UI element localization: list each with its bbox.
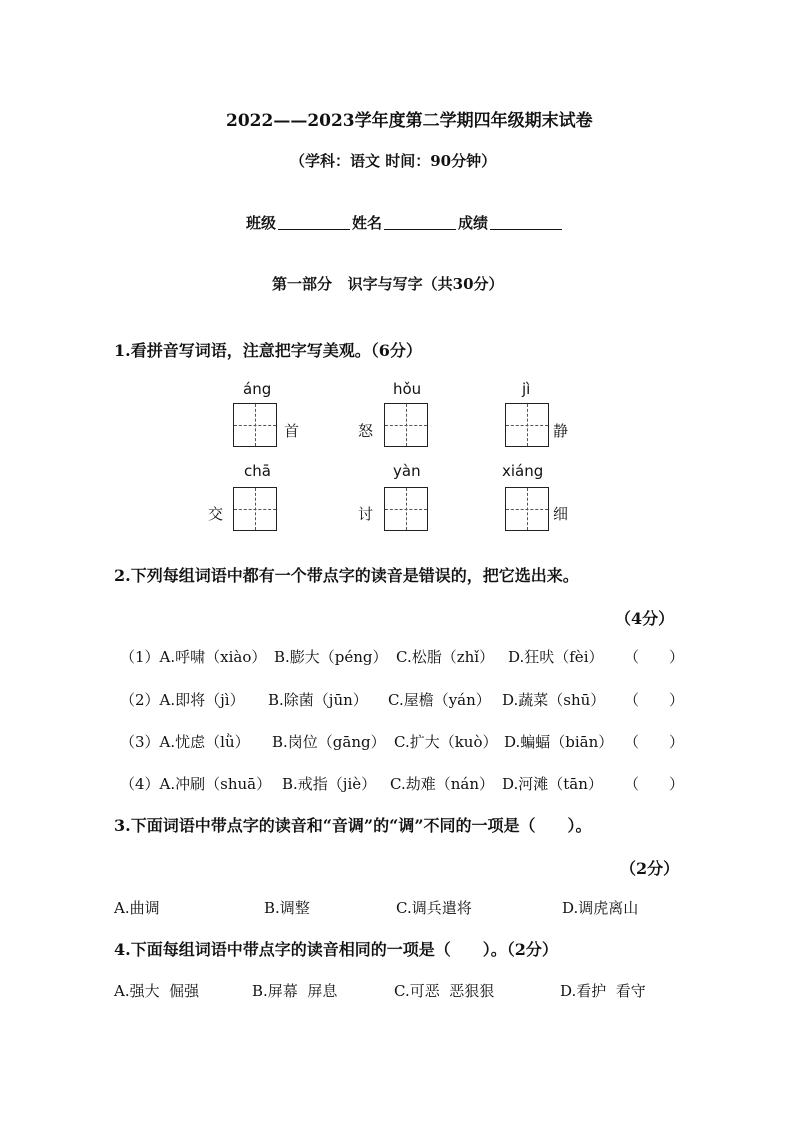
- q2-option-b: B.膨大（péng）: [274, 648, 388, 666]
- q2-option-a: A.冲刷（shuā）: [159, 775, 272, 793]
- q4-option-d: D.看护 看守: [560, 982, 646, 1000]
- q2-score: （4分）: [615, 609, 675, 628]
- q1-pinyin-6: xiáng: [502, 462, 544, 480]
- q3-option-d: D.调虎离山: [562, 899, 639, 917]
- q4-option-a: A.强大 倔强: [114, 982, 200, 1000]
- q2-answer-paren[interactable]: （ ）: [624, 648, 685, 666]
- q1-char-1: 首: [284, 422, 300, 440]
- q1-pinyin-1: áng: [243, 380, 272, 398]
- exam-title: 2022——2023学年度第二学期四年级期末试卷: [226, 111, 593, 131]
- student-info-line: [246, 212, 564, 233]
- q2-option-a: A.忧虑（lǜ）: [159, 733, 250, 751]
- q2-option-b: B.岗位（gāng）: [272, 733, 386, 751]
- q2-option-a: A.呼啸（xiào）: [159, 648, 267, 666]
- q2-prompt: 2.下列每组词语中都有一个带点字的读音是错误的，把它选出来。: [114, 566, 579, 585]
- q1-pinyin-3: jì: [522, 380, 531, 398]
- q3-score: （2分）: [620, 859, 680, 878]
- q2-row-3: [120, 731, 250, 752]
- q2-row-2: [120, 689, 245, 710]
- q2-option-a: A.即将（jì）: [159, 691, 245, 709]
- q3-option-b: B.调整: [264, 899, 310, 917]
- q2-option-c: C.屋檐（yán）: [388, 691, 491, 709]
- q1-writing-box-6[interactable]: [505, 487, 549, 531]
- q2-row-4: [120, 773, 271, 794]
- name-blank[interactable]: [384, 228, 456, 230]
- q4-prompt: 4.下面每组词语中带点字的读音相同的一项是（ ）。（2分）: [114, 940, 558, 959]
- q2-option-d: D.蝙蝠（biān）: [504, 733, 614, 751]
- q2-option-d: D.河滩（tān）: [502, 775, 603, 793]
- q2-option-c: C.松脂（zhǐ）: [396, 648, 495, 666]
- class-blank[interactable]: [278, 228, 350, 230]
- q1-writing-box-4[interactable]: [233, 487, 277, 531]
- q1-writing-box-3[interactable]: [505, 403, 549, 447]
- q2-row-number: （3）: [120, 733, 160, 751]
- q2-option-d: D.蔬菜（shū）: [502, 691, 606, 709]
- q1-char-4: 交: [208, 505, 224, 523]
- q2-option-d: D.狂吠（fèi）: [508, 648, 604, 666]
- q2-option-c: C.扩大（kuò）: [394, 733, 498, 751]
- q2-row-number: （1）: [120, 648, 160, 666]
- q1-char-3: 静: [553, 422, 569, 440]
- score-blank[interactable]: [490, 228, 562, 230]
- q3-prompt: 3.下面词语中带点字的读音和“音调”的“调”不同的一项是（ ）。: [114, 816, 592, 835]
- q1-char-2: 怒: [358, 422, 374, 440]
- exam-subtitle: （学科：语文 时间：90分钟）: [290, 152, 497, 170]
- q1-pinyin-2: hǒu: [393, 380, 422, 398]
- q2-option-c: C.劫难（nán）: [390, 775, 494, 793]
- q1-writing-box-1[interactable]: [233, 403, 277, 447]
- q2-row-number: （4）: [120, 775, 160, 793]
- q1-char-6: 细: [553, 505, 569, 523]
- name-label: 姓名: [352, 214, 383, 232]
- q3-option-a: A.曲调: [114, 899, 160, 917]
- q2-answer-paren[interactable]: （ ）: [624, 691, 685, 709]
- q2-row-1: [120, 646, 266, 667]
- q3-option-c: C.调兵遣将: [396, 899, 472, 917]
- q2-answer-paren[interactable]: （ ）: [624, 775, 685, 793]
- q1-writing-box-2[interactable]: [384, 403, 428, 447]
- part-one-heading: 第一部分 识字与写字（共30分）: [272, 275, 504, 293]
- q1-char-5: 讨: [358, 505, 374, 523]
- q4-option-b: B.屏幕 屏息: [252, 982, 338, 1000]
- q2-option-b: B.除菌（jūn）: [268, 691, 368, 709]
- score-label: 成绩: [458, 214, 489, 232]
- q2-option-b: B.戒指（jiè）: [282, 775, 377, 793]
- class-label: 班级: [246, 214, 277, 232]
- q4-option-c: C.可恶 恶狠狠: [394, 982, 495, 1000]
- q2-answer-paren[interactable]: （ ）: [624, 733, 685, 751]
- q1-prompt: 1.看拼音写词语，注意把字写美观。（6分）: [114, 341, 422, 360]
- q1-writing-box-5[interactable]: [384, 487, 428, 531]
- q2-row-number: （2）: [120, 691, 160, 709]
- q1-pinyin-4: chā: [244, 462, 271, 480]
- q1-pinyin-5: yàn: [393, 462, 421, 480]
